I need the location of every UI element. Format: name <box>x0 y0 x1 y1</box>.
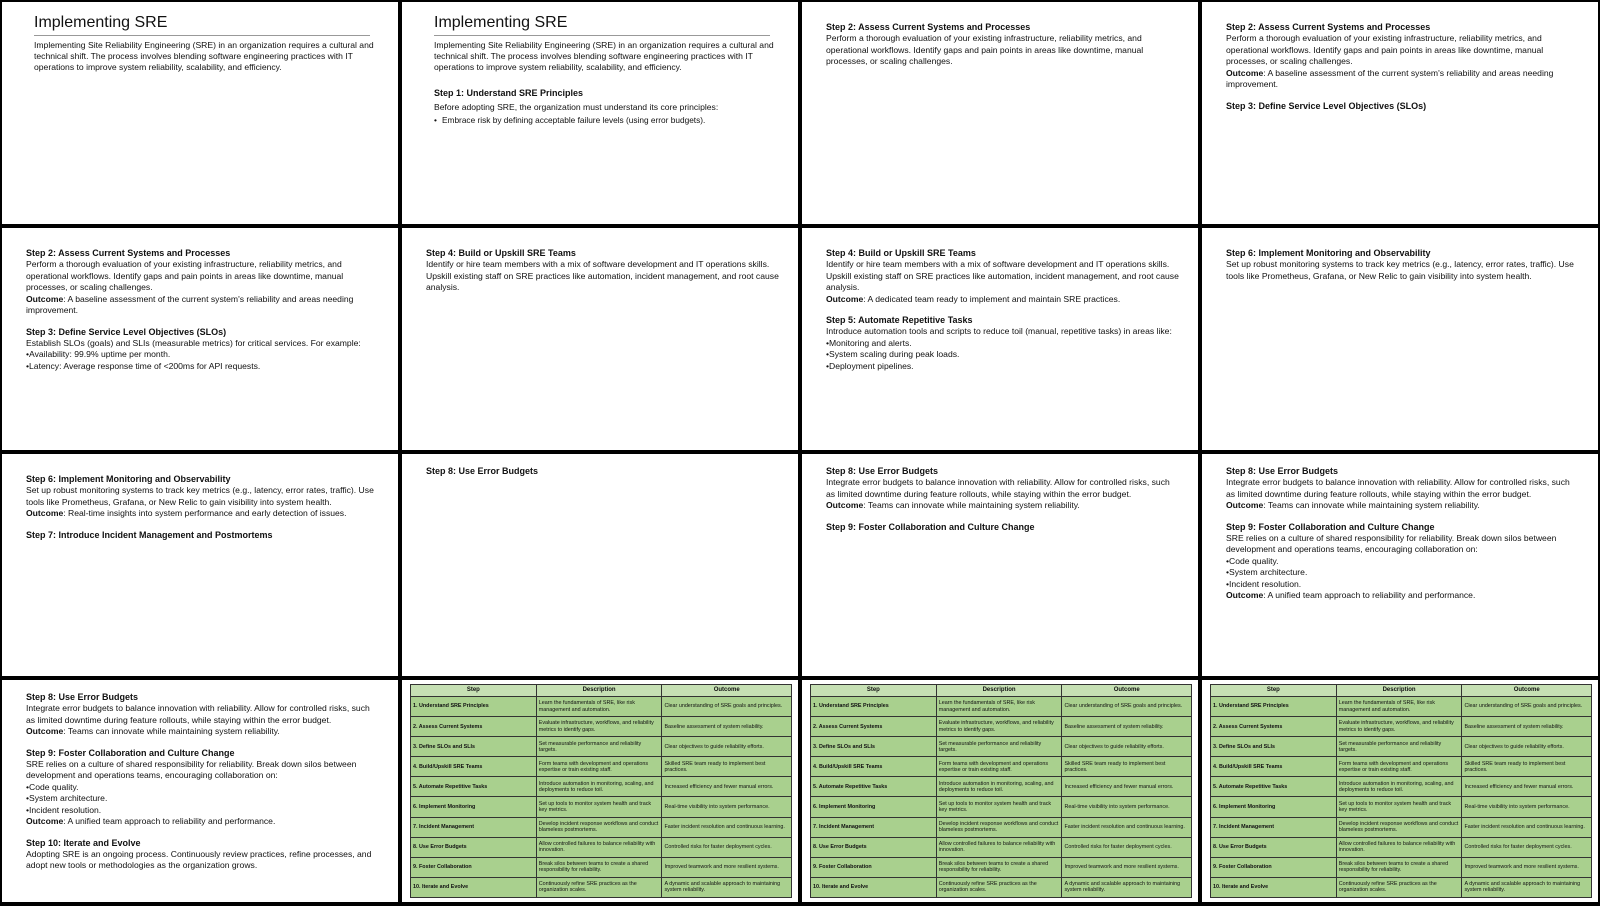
table-row <box>411 797 792 817</box>
outcome-text: Outcome: A dedicated team ready to implement and maintain SRE practices. <box>826 293 1121 304</box>
table-description-cell: Evaluate infrastructure, workflows, and reliability metrics to identify gaps. <box>536 717 662 737</box>
table-step-cell: 1. Understand SRE Principles <box>411 697 537 717</box>
table-step-cell: 7. Incident Management <box>811 817 937 837</box>
table-description-cell: Learn the fundamentals of SRE, like risk management and automation. <box>536 697 662 717</box>
table-row <box>1211 697 1592 717</box>
table-description-cell: Develop incident response workflows and conduct blameless postmortems. <box>1336 817 1462 837</box>
summary-table <box>1210 684 1592 898</box>
table-step-cell: 2. Assess Current Systems <box>1211 717 1337 737</box>
table-outcome-cell: Faster incident resolution and continuous learning. <box>662 817 792 837</box>
table-description-cell: Continuously refine SRE practices as the organization scales. <box>536 877 662 897</box>
step-text: Adopting SRE is an ongoing process. Continuously review practices, refine processes, and adopt new tools or methodologies as the organization grows. <box>26 848 372 870</box>
table-row <box>1211 817 1592 837</box>
bullet-item: •System scaling during peak loads. <box>826 349 960 359</box>
table-outcome-cell: Skilled SRE team ready to implement best practices. <box>662 757 792 777</box>
summary-table <box>810 684 1192 898</box>
step-text: Identify or hire team members with a mix of software development and IT operations skills. Upskill existing staff on SRE practices like automation, incident management, and root cause analysis. <box>426 259 779 292</box>
table-description-cell: Break silos between teams to create a shared responsibility for reliability. <box>1336 857 1462 877</box>
step-text: Set up robust monitoring systems to track key metrics (e.g., latency, error rates, traffic). Use tools like Prometheus, Grafana, or New Relic to gain visibility into system health. <box>26 485 374 507</box>
table-step-cell: 9. Foster Collaboration <box>411 857 537 877</box>
table-description-cell: Allow controlled failures to balance reliability with innovation. <box>936 837 1062 857</box>
table-description-cell: Develop incident response workflows and conduct blameless postmortems. <box>536 817 662 837</box>
table-row <box>811 717 1192 737</box>
table-description-cell: Learn the fundamentals of SRE, like risk management and automation. <box>936 697 1062 717</box>
table-row <box>811 777 1192 797</box>
step-heading: Step 2: Assess Current Systems and Processes <box>1226 22 1431 32</box>
step-text: Perform a thorough evaluation of your existing infrastructure, reliability metrics, and operational workflows. Identify gaps and pain points in areas like downtime, manual processes, or scaling challenges. <box>1226 33 1544 66</box>
table-step-cell: 5. Automate Repetitive Tasks <box>811 777 937 797</box>
table-outcome-cell: Improved teamwork and more resilient systems. <box>1462 857 1592 877</box>
table-description-cell: Allow controlled failures to balance reliability with innovation. <box>1336 837 1462 857</box>
step-text: Before adopting SRE, the organization must understand its core principles: <box>434 101 719 112</box>
step-heading: Step 9: Foster Collaboration and Culture Change <box>26 747 235 758</box>
step-heading: Step 1: Understand SRE Principles <box>434 87 584 98</box>
bullet-item: •Availability: 99.9% uptime per month. <box>26 349 171 359</box>
table-step-cell: 4. Build/Upskill SRE Teams <box>1211 757 1337 777</box>
table-outcome-cell: Controlled risks for faster deployment cycles. <box>1062 837 1192 857</box>
slide-thumbnail-4[interactable] <box>1202 2 1598 224</box>
table-description-cell: Set measurable performance and reliability targets. <box>936 737 1062 757</box>
table-header-cell: Outcome <box>662 685 792 697</box>
slide-title: Implementing SRE <box>434 14 770 36</box>
step-heading: Step 9: Foster Collaboration and Culture Change <box>826 521 1035 532</box>
step-heading: Step 9: Foster Collaboration and Culture Change <box>1226 521 1435 532</box>
table-description-cell: Learn the fundamentals of SRE, like risk management and automation. <box>1336 697 1462 717</box>
table-row <box>411 777 792 797</box>
table-step-cell: 6. Implement Monitoring <box>1211 797 1337 817</box>
table-step-cell: 5. Automate Repetitive Tasks <box>1211 777 1337 797</box>
table-row <box>811 757 1192 777</box>
outcome-text: Outcome: Teams can innovate while maintaining system reliability. <box>826 500 1080 510</box>
table-description-cell: Set measurable performance and reliability targets. <box>536 737 662 757</box>
table-description-cell: Form teams with development and operations expertise or train existing staff. <box>936 757 1062 777</box>
slide-thumbnail-6[interactable] <box>402 228 798 450</box>
table-header-cell: Outcome <box>1462 685 1592 697</box>
table-step-cell: 4. Build/Upskill SRE Teams <box>411 757 537 777</box>
table-outcome-cell: Baseline assessment of system reliability. <box>1062 717 1192 737</box>
table-outcome-cell: A dynamic and scalable approach to maintaining system reliability. <box>662 877 792 897</box>
slide-thumbnail-2[interactable] <box>402 2 798 224</box>
slide-thumbnail-8[interactable] <box>1202 228 1598 450</box>
table-outcome-cell: Real-time visibility into system performance. <box>1062 797 1192 817</box>
table-row <box>811 797 1192 817</box>
bullet-item: •Latency: Average response time of <200ms for API requests. <box>26 360 261 371</box>
step-heading: Step 10: Iterate and Evolve <box>26 837 141 848</box>
slide-thumbnail-9[interactable] <box>2 454 398 676</box>
step-heading: Step 4: Build or Upskill SRE Teams <box>826 248 976 258</box>
slide-thumbnail-14[interactable] <box>402 680 798 902</box>
step-heading: Step 6: Implement Monitoring and Observability <box>26 474 231 484</box>
table-row <box>811 697 1192 717</box>
outcome-text: Outcome: Real-time insights into system performance and early detection of issues. <box>26 508 347 518</box>
table-row <box>811 737 1192 757</box>
table-step-cell: 10. Iterate and Evolve <box>411 877 537 897</box>
step-heading: Step 3: Define Service Level Objectives (SLOs) <box>1226 100 1427 111</box>
table-row <box>1211 797 1592 817</box>
table-step-cell: 8. Use Error Budgets <box>1211 837 1337 857</box>
table-step-cell: 5. Automate Repetitive Tasks <box>411 777 537 797</box>
table-step-cell: 3. Define SLOs and SLIs <box>811 737 937 757</box>
table-step-cell: 10. Iterate and Evolve <box>811 877 937 897</box>
table-outcome-cell: Increased efficiency and fewer manual errors. <box>1062 777 1192 797</box>
table-step-cell: 8. Use Error Budgets <box>811 837 937 857</box>
table-description-cell: Introduce automation in monitoring, scaling, and deployments to reduce toil. <box>536 777 662 797</box>
table-description-cell: Form teams with development and operations expertise or train existing staff. <box>536 757 662 777</box>
slide-thumbnail-7[interactable] <box>802 228 1198 450</box>
table-row <box>1211 757 1592 777</box>
slide-thumbnail-15[interactable] <box>802 680 1198 902</box>
table-step-cell: 8. Use Error Budgets <box>411 837 537 857</box>
table-row <box>811 857 1192 877</box>
table-header-cell: Step <box>811 685 937 697</box>
table-description-cell: Break silos between teams to create a shared responsibility for reliability. <box>936 857 1062 877</box>
table-outcome-cell: Increased efficiency and fewer manual errors. <box>662 777 792 797</box>
table-row <box>411 857 792 877</box>
table-description-cell: Set measurable performance and reliability targets. <box>1336 737 1462 757</box>
table-row <box>1211 737 1592 757</box>
table-outcome-cell: Clear objectives to guide reliability efforts. <box>1062 737 1192 757</box>
bullet-list <box>434 115 780 127</box>
step-heading: Step 4: Build or Upskill SRE Teams <box>426 248 576 258</box>
table-outcome-cell: Real-time visibility into system performance. <box>662 797 792 817</box>
slide-thumbnail-13[interactable] <box>2 680 398 902</box>
table-step-cell: 7. Incident Management <box>1211 817 1337 837</box>
table-row <box>811 877 1192 897</box>
step-text: Set up robust monitoring systems to track key metrics (e.g., latency, error rates, traffic). Use tools like Prometheus, Grafana, or New Relic to gain visibility into system health. <box>1226 259 1574 281</box>
step-heading: Step 5: Automate Repetitive Tasks <box>826 315 973 325</box>
table-row <box>411 737 792 757</box>
table-description-cell: Evaluate infrastructure, workflows, and reliability metrics to identify gaps. <box>936 717 1062 737</box>
table-description-cell: Allow controlled failures to balance reliability with innovation. <box>536 837 662 857</box>
table-step-cell: 3. Define SLOs and SLIs <box>1211 737 1337 757</box>
table-outcome-cell: A dynamic and scalable approach to maintaining system reliability. <box>1462 877 1592 897</box>
table-step-cell: 3. Define SLOs and SLIs <box>411 737 537 757</box>
table-row <box>1211 777 1592 797</box>
table-step-cell: 1. Understand SRE Principles <box>811 697 937 717</box>
table-outcome-cell: Clear objectives to guide reliability efforts. <box>1462 737 1592 757</box>
bullet-item: •Incident resolution. <box>26 804 102 815</box>
table-row <box>811 837 1192 857</box>
table-step-cell: 9. Foster Collaboration <box>811 857 937 877</box>
table-step-cell: 6. Implement Monitoring <box>811 797 937 817</box>
table-outcome-cell: Baseline assessment of system reliability. <box>1462 717 1592 737</box>
table-description-cell: Set up tools to monitor system health and track key metrics. <box>936 797 1062 817</box>
table-description-cell: Continuously refine SRE practices as the organization scales. <box>1336 877 1462 897</box>
table-outcome-cell: Faster incident resolution and continuous learning. <box>1062 817 1192 837</box>
bullet-item: •System architecture. <box>1226 567 1308 577</box>
table-header-cell: Description <box>536 685 662 697</box>
table-step-cell: 7. Incident Management <box>411 817 537 837</box>
slide-thumbnail-11[interactable] <box>802 454 1198 676</box>
table-header-row <box>1211 685 1592 697</box>
table-header-cell: Step <box>411 685 537 697</box>
table-description-cell: Break silos between teams to create a shared responsibility for reliability. <box>536 857 662 877</box>
slide-thumbnail-5[interactable] <box>2 228 398 450</box>
table-description-cell: Evaluate infrastructure, workflows, and reliability metrics to identify gaps. <box>1336 717 1462 737</box>
table-step-cell: 2. Assess Current Systems <box>411 717 537 737</box>
step-text: Integrate error budgets to balance innovation with reliability. Allow for controlled risks, such as limited downtime during feature rollouts, while staying within the error budget. <box>1226 477 1570 499</box>
summary-table <box>410 684 792 898</box>
table-header-cell: Description <box>1336 685 1462 697</box>
table-row <box>411 757 792 777</box>
intro-text: Implementing Site Reliability Engineering (SRE) in an organization requires a cultural and technical shift. The process involves blending software engineering practices with IT operations to improve system reliability, scalability, and efficiency. <box>434 40 774 73</box>
table-step-cell: 10. Iterate and Evolve <box>1211 877 1337 897</box>
intro-text: Implementing Site Reliability Engineering (SRE) in an organization requires a cultural and technical shift. The process involves blending software engineering practices with IT operations to improve system reliability, scalability, and efficiency. <box>34 40 374 73</box>
table-header-cell: Outcome <box>1062 685 1192 697</box>
step-heading: Step 2: Assess Current Systems and Processes <box>826 22 1031 32</box>
outcome-text: Outcome: Teams can innovate while maintaining system reliability. <box>26 726 280 736</box>
step-heading: Step 3: Define Service Level Objectives (SLOs) <box>26 326 227 337</box>
table-outcome-cell: Controlled risks for faster deployment cycles. <box>1462 837 1592 857</box>
table-row <box>1211 837 1592 857</box>
table-outcome-cell: A dynamic and scalable approach to maintaining system reliability. <box>1062 877 1192 897</box>
bullet-item: •System architecture. <box>26 793 108 803</box>
table-outcome-cell: Baseline assessment of system reliability. <box>662 717 792 737</box>
bullet-item: •Code quality. <box>1226 555 1279 566</box>
table-row <box>1211 857 1592 877</box>
table-header-cell: Description <box>936 685 1062 697</box>
table-header-row <box>811 685 1192 697</box>
table-row <box>1211 717 1592 737</box>
table-step-cell: 1. Understand SRE Principles <box>1211 697 1337 717</box>
table-row <box>1211 877 1592 897</box>
table-step-cell: 4. Build/Upskill SRE Teams <box>811 757 937 777</box>
table-step-cell: 9. Foster Collaboration <box>1211 857 1337 877</box>
outcome-text: Outcome: A unified team approach to reliability and performance. <box>26 816 276 826</box>
step-heading: Step 8: Use Error Budgets <box>1226 466 1339 476</box>
bullet-item: •Incident resolution. <box>1226 578 1302 589</box>
slide-thumbnail-3[interactable] <box>802 2 1198 224</box>
table-row <box>411 837 792 857</box>
table-outcome-cell: Clear understanding of SRE goals and principles. <box>662 697 792 717</box>
table-row <box>411 817 792 837</box>
step-text: Introduce automation tools and scripts to reduce toil (manual, repetitive tasks) in areas like: <box>826 326 1172 336</box>
table-outcome-cell: Real-time visibility into system performance. <box>1462 797 1592 817</box>
table-outcome-cell: Clear understanding of SRE goals and principles. <box>1062 697 1192 717</box>
table-description-cell: Introduce automation in monitoring, scaling, and deployments to reduce toil. <box>1336 777 1462 797</box>
table-outcome-cell: Skilled SRE team ready to implement best practices. <box>1462 757 1592 777</box>
table-header-row <box>411 685 792 697</box>
table-row <box>411 697 792 717</box>
step-text: Identify or hire team members with a mix of software development and IT operations skills. Upskill existing staff on SRE practices like automation, incident management, and root cause analysis. <box>826 259 1179 292</box>
table-header-cell: Step <box>1211 685 1337 697</box>
step-heading: Step 8: Use Error Budgets <box>26 692 139 702</box>
table-row <box>411 717 792 737</box>
table-outcome-cell: Improved teamwork and more resilient systems. <box>1062 857 1192 877</box>
outcome-text: Outcome: Teams can innovate while maintaining system reliability. <box>1226 500 1480 510</box>
table-step-cell: 2. Assess Current Systems <box>811 717 937 737</box>
step-heading: Step 8: Use Error Budgets <box>826 466 939 476</box>
bullet-item: •Code quality. <box>26 781 79 792</box>
outcome-text: Outcome: A baseline assessment of the current system's reliability and areas needing improvement. <box>26 293 354 315</box>
bullet-item: • Embrace risk by defining acceptable failure levels (using error budgets). <box>434 115 780 127</box>
bullet-item: •Deployment pipelines. <box>826 360 914 371</box>
step-text: Integrate error budgets to balance innovation with reliability. Allow for controlled risks, such as limited downtime during feature rollouts, while staying within the error budget. <box>26 703 370 725</box>
table-row <box>811 817 1192 837</box>
table-outcome-cell: Skilled SRE team ready to implement best practices. <box>1062 757 1192 777</box>
table-description-cell: Form teams with development and operations expertise or train existing staff. <box>1336 757 1462 777</box>
step-text: SRE relies on a culture of shared responsibility for reliability. Break down silos between development and operations teams, encouraging collaboration on: <box>1226 532 1557 554</box>
step-text: Establish SLOs (goals) and SLIs (measurable metrics) for critical services. For example: <box>26 337 361 348</box>
table-outcome-cell: Increased efficiency and fewer manual errors. <box>1462 777 1592 797</box>
table-description-cell: Set up tools to monitor system health and track key metrics. <box>1336 797 1462 817</box>
table-step-cell: 6. Implement Monitoring <box>411 797 537 817</box>
table-outcome-cell: Improved teamwork and more resilient systems. <box>662 857 792 877</box>
slide-thumbnail-16[interactable] <box>1202 680 1598 902</box>
bullet-item: •Monitoring and alerts. <box>826 337 912 348</box>
table-outcome-cell: Clear objectives to guide reliability efforts. <box>662 737 792 757</box>
slide-thumbnail-1[interactable] <box>2 2 398 224</box>
slide-title: Implementing SRE <box>34 14 370 36</box>
table-description-cell: Set up tools to monitor system health and track key metrics. <box>536 797 662 817</box>
outcome-text: Outcome: A baseline assessment of the current system's reliability and areas needing improvement. <box>1226 67 1554 89</box>
step-heading: Step 2: Assess Current Systems and Processes <box>26 248 231 258</box>
outcome-text: Outcome: A unified team approach to reliability and performance. <box>1226 590 1476 600</box>
step-heading: Step 6: Implement Monitoring and Observability <box>1226 248 1431 258</box>
table-description-cell: Introduce automation in monitoring, scaling, and deployments to reduce toil. <box>936 777 1062 797</box>
table-outcome-cell: Controlled risks for faster deployment cycles. <box>662 837 792 857</box>
slide-thumbnail-10[interactable] <box>402 454 798 676</box>
table-description-cell: Develop incident response workflows and conduct blameless postmortems. <box>936 817 1062 837</box>
step-text: SRE relies on a culture of shared responsibility for reliability. Break down silos between development and operations teams, encouraging collaboration on: <box>26 758 357 780</box>
table-outcome-cell: Clear understanding of SRE goals and principles. <box>1462 697 1592 717</box>
step-heading: Step 8: Use Error Budgets <box>426 466 539 476</box>
slide-thumbnail-12[interactable] <box>1202 454 1598 676</box>
table-description-cell: Continuously refine SRE practices as the organization scales. <box>936 877 1062 897</box>
step-text: Perform a thorough evaluation of your existing infrastructure, reliability metrics, and operational workflows. Identify gaps and pain points in areas like downtime, manual processes, or scaling challenges. <box>826 33 1144 66</box>
table-row <box>411 877 792 897</box>
step-text: Perform a thorough evaluation of your existing infrastructure, reliability metrics, and operational workflows. Identify gaps and pain points in areas like downtime, manual processes, or scaling challenges. <box>26 259 344 292</box>
step-heading: Step 7: Introduce Incident Management and Postmortems <box>26 529 273 540</box>
table-outcome-cell: Faster incident resolution and continuous learning. <box>1462 817 1592 837</box>
step-text: Integrate error budgets to balance innovation with reliability. Allow for controlled risks, such as limited downtime during feature rollouts, while staying within the error budget. <box>826 477 1170 499</box>
